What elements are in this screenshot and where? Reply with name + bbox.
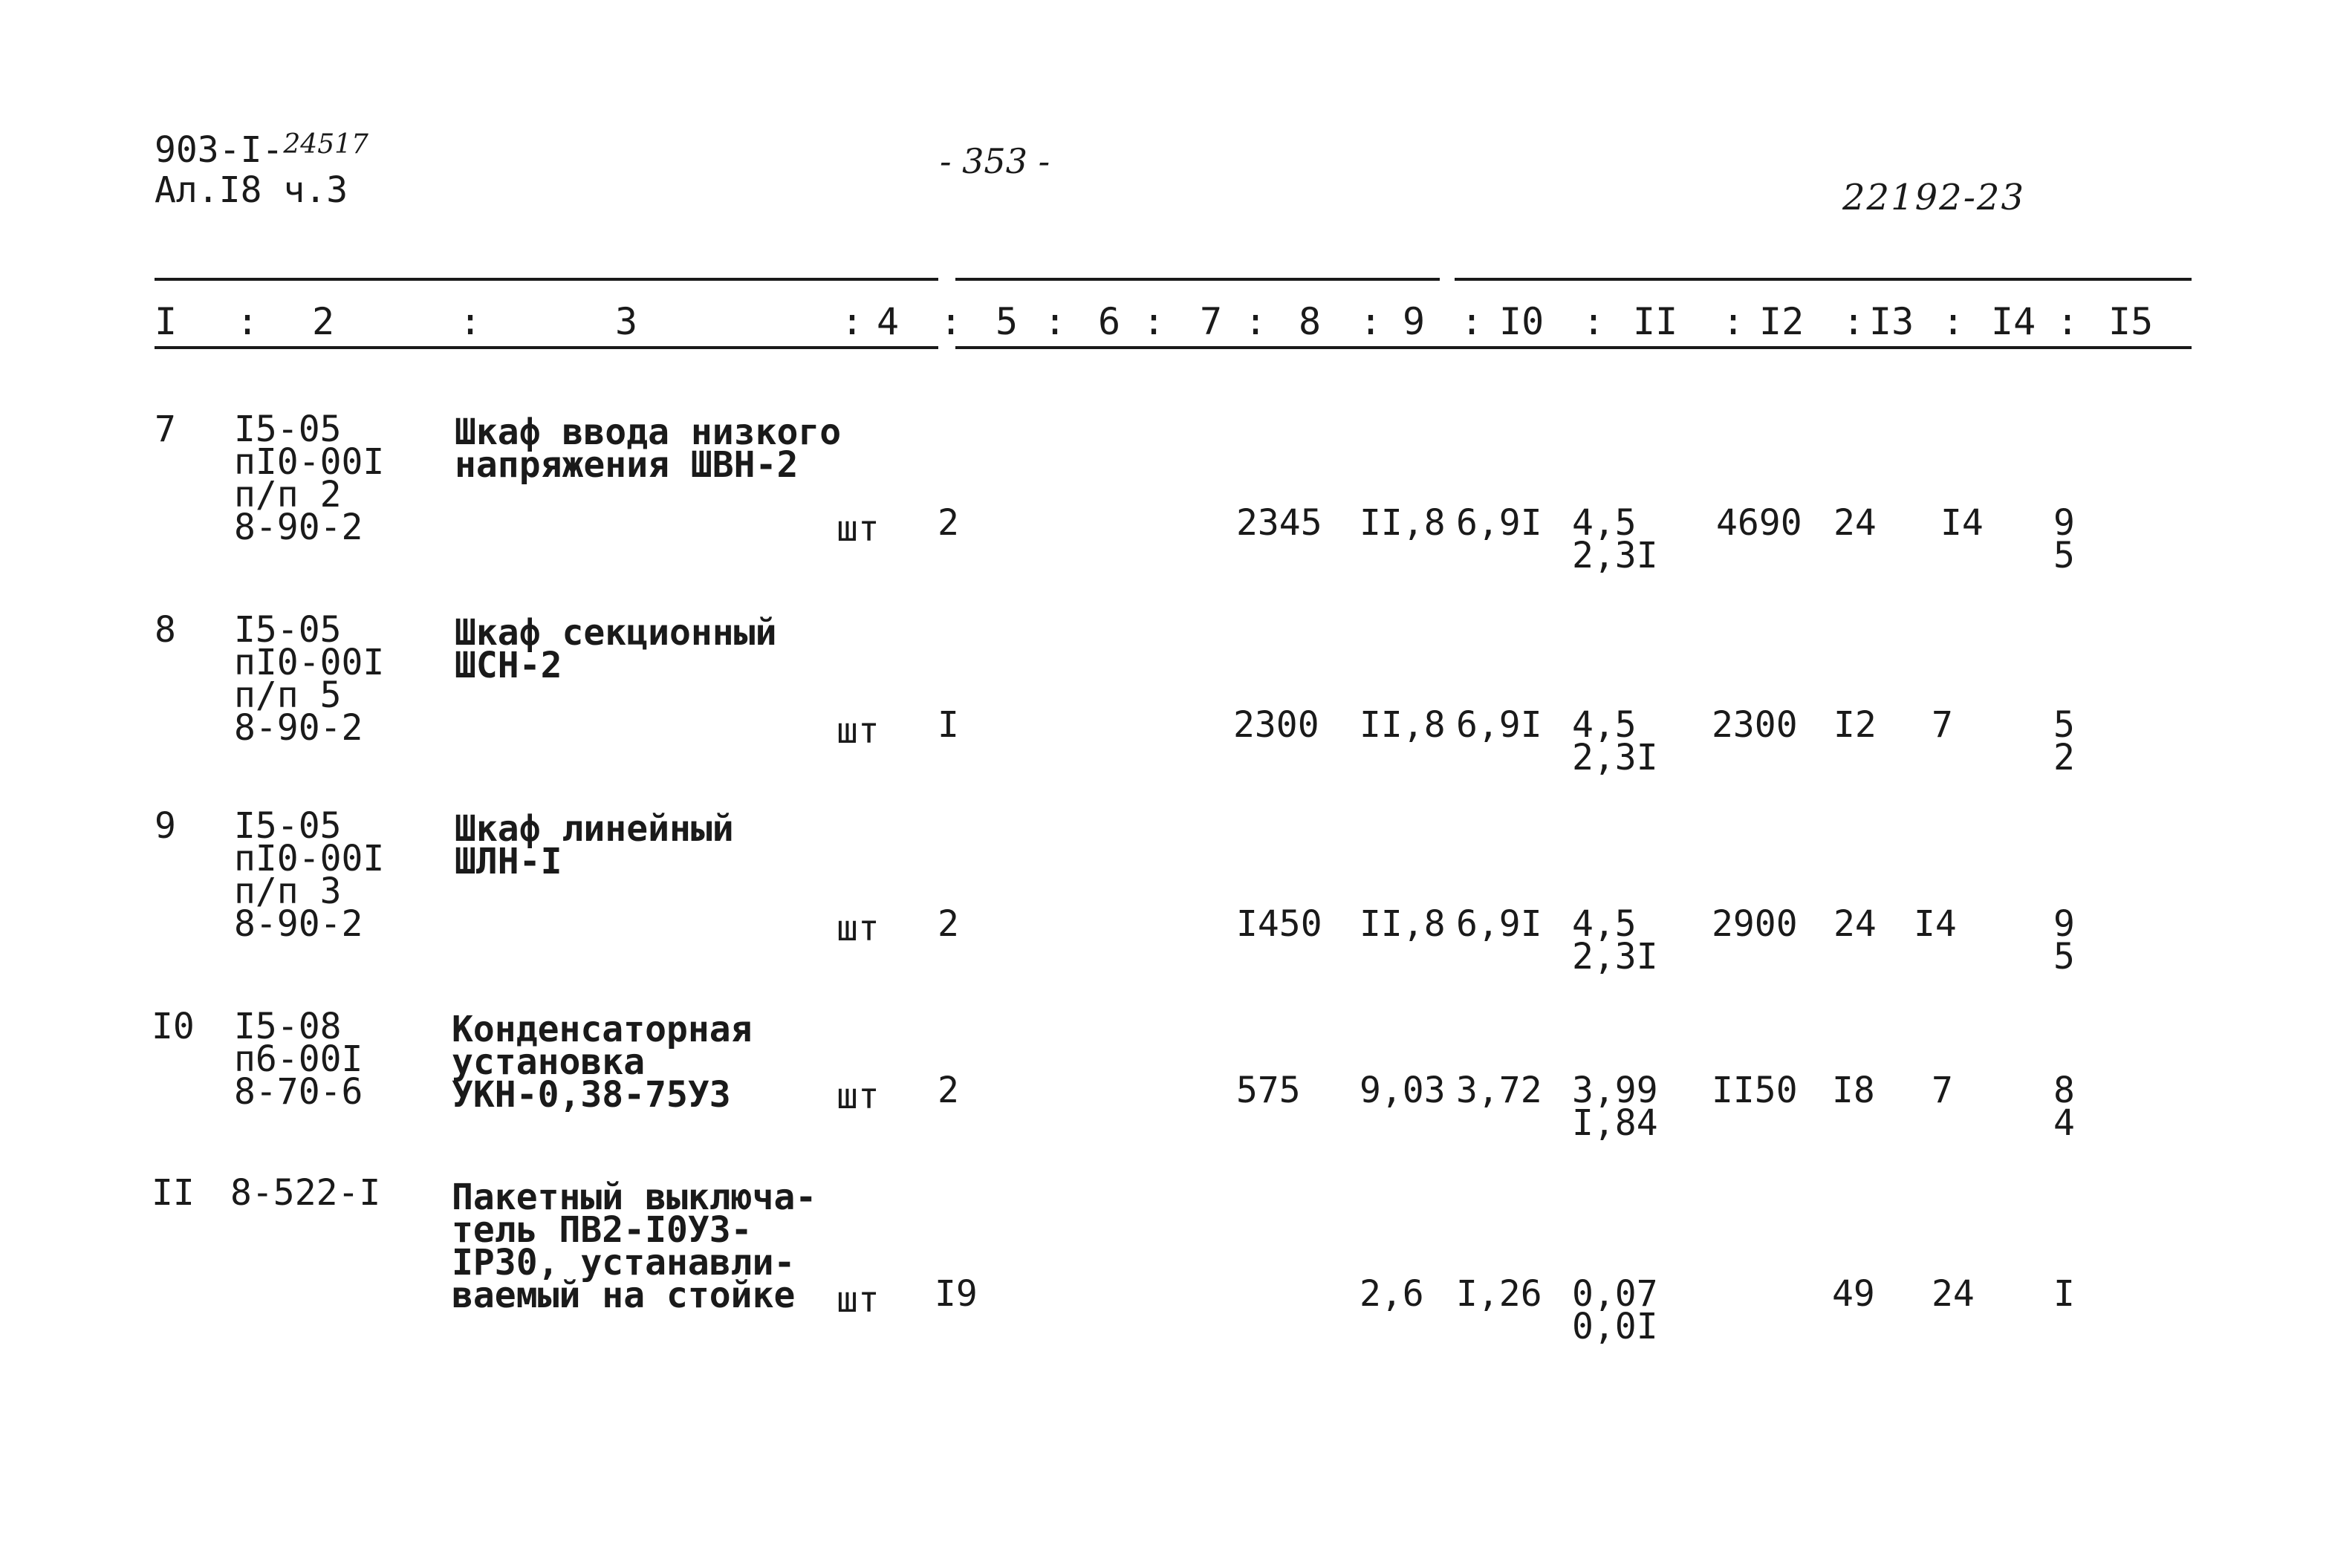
row-code — [234, 609, 385, 749]
value-line: 8 — [2053, 1070, 2075, 1111]
quantity: I — [938, 704, 959, 746]
name-line: ШЛН-I — [455, 841, 562, 882]
row-name — [455, 612, 777, 686]
row-name — [455, 808, 734, 882]
value-line: 5 — [2053, 535, 2075, 576]
quantity: 2 — [938, 502, 959, 544]
col-separator: : — [1582, 300, 1605, 343]
col15-value — [2053, 502, 2075, 576]
col15-value — [2053, 903, 2075, 977]
row-code — [234, 805, 385, 945]
col14-value: I4 — [1940, 502, 1984, 544]
col-header: I4 — [1991, 300, 2036, 343]
col-separator: : — [1722, 300, 1745, 343]
unit: шт — [837, 1279, 880, 1321]
col8-value: 575 — [1236, 1070, 1301, 1111]
col8-value: 2300 — [1233, 704, 1319, 746]
value-line: 0,07 — [1572, 1273, 1658, 1315]
col-header: 6 — [1098, 300, 1121, 343]
col-header: II — [1633, 300, 1678, 343]
doc-number-text: 903-I- — [155, 129, 284, 171]
col-separator: : — [1942, 300, 1965, 343]
col-separator: : — [841, 300, 864, 343]
col10-value: 3,72 — [1456, 1070, 1542, 1111]
name-line: ваемый на стойке — [452, 1275, 796, 1316]
col9-value: II,8 — [1360, 903, 1446, 945]
col8-value: I450 — [1236, 903, 1322, 945]
quantity: I9 — [935, 1273, 978, 1315]
col-header: 4 — [877, 300, 900, 343]
doc-number-handwritten: 24517 — [283, 129, 368, 160]
row-number: 7 — [155, 409, 176, 450]
code-line: п/п 3 — [234, 871, 342, 912]
col-header: I2 — [1759, 300, 1805, 343]
row-number: I0 — [152, 1006, 195, 1047]
name-line: Пакетный выключа- — [452, 1177, 817, 1218]
name-line: IP30, устанавли- — [452, 1242, 796, 1284]
unit: шт — [837, 710, 880, 752]
name-line: напряжения ШВН-2 — [455, 444, 799, 486]
top-rule-2 — [955, 278, 1440, 281]
name-line: Шкаф секционный — [455, 612, 777, 654]
col14-value: 7 — [1932, 1070, 1953, 1111]
unit: шт — [837, 1076, 880, 1117]
col-separator: : — [459, 300, 482, 343]
value-line: 4 — [2053, 1102, 2075, 1144]
col8-value: 2345 — [1236, 502, 1322, 544]
quantity: 2 — [938, 1070, 959, 1111]
col11-value — [1572, 903, 1658, 977]
header-rule-1 — [155, 346, 938, 349]
col-separator: : — [1044, 300, 1067, 343]
col-header: 8 — [1299, 300, 1322, 343]
col12-value: 2300 — [1712, 704, 1798, 746]
col-separator: : — [1360, 300, 1383, 343]
code-line: пI0-00I — [234, 642, 385, 683]
code-line: 8-522-I — [230, 1172, 381, 1214]
col11-value — [1572, 704, 1658, 778]
name-line: Конденсаторная — [452, 1009, 753, 1050]
col-header: I3 — [1869, 300, 1914, 343]
value-line: I,84 — [1572, 1102, 1658, 1144]
col14-value: I4 — [1914, 903, 1957, 945]
value-line: 0,0I — [1572, 1306, 1658, 1347]
code-line: 8-90-2 — [234, 507, 363, 548]
value-line: 3,99 — [1572, 1070, 1658, 1111]
code-line: 8-90-2 — [234, 707, 363, 749]
name-line: Шкаф линейный — [455, 808, 734, 850]
code-line: I5-05 — [234, 409, 342, 450]
value-line: 9 — [2053, 903, 2075, 945]
value-line: 5 — [2053, 936, 2075, 977]
code-line: 8-70-6 — [234, 1071, 363, 1113]
col-header: I — [155, 300, 178, 343]
top-rule-3 — [1455, 278, 2192, 281]
value-line: 4,5 — [1572, 502, 1637, 544]
row-number: 9 — [155, 805, 176, 847]
code-line: п6-00I — [234, 1038, 363, 1080]
col-header: 5 — [995, 300, 1019, 343]
col-header: I5 — [2108, 300, 2154, 343]
col11-value — [1572, 1070, 1658, 1144]
col9-value: 2,6 — [1360, 1273, 1424, 1315]
col11-value — [1572, 1273, 1658, 1347]
col-separator: : — [940, 300, 963, 343]
code-line: 8-90-2 — [234, 903, 363, 945]
row-code — [234, 409, 385, 548]
col13-value: I2 — [1833, 704, 1877, 746]
col12-value: 2900 — [1712, 903, 1798, 945]
col-separator: : — [1842, 300, 1865, 343]
col-header: 7 — [1200, 300, 1223, 343]
code-line: пI0-00I — [234, 838, 385, 879]
document-code: 22192-23 — [1842, 177, 2025, 218]
value-line: 4,5 — [1572, 903, 1637, 945]
col-separator: : — [2056, 300, 2079, 343]
col-separator: : — [1244, 300, 1267, 343]
col9-value: II,8 — [1360, 704, 1446, 746]
header-rule-2 — [955, 346, 2192, 349]
col13-value: 24 — [1833, 903, 1877, 945]
value-line: I — [2053, 1273, 2075, 1315]
value-line: 5 — [2053, 704, 2075, 746]
quantity: 2 — [938, 903, 959, 945]
col9-value: II,8 — [1360, 502, 1446, 544]
col-header: 9 — [1403, 300, 1426, 343]
code-line: I5-05 — [234, 609, 342, 651]
col10-value: I,26 — [1456, 1273, 1542, 1315]
unit: шт — [837, 508, 880, 550]
col10-value: 6,9I — [1456, 502, 1542, 544]
code-line: п/п 2 — [234, 474, 342, 515]
col-separator: : — [236, 300, 259, 343]
row-name — [455, 411, 842, 486]
col10-value: 6,9I — [1456, 704, 1542, 746]
row-number: 8 — [155, 609, 176, 651]
album-label: Ал.I8 ч.3 — [155, 169, 348, 211]
name-line: Шкаф ввода низкого — [455, 411, 842, 453]
value-line: 9 — [2053, 502, 2075, 544]
col10-value: 6,9I — [1456, 903, 1542, 945]
row-code — [234, 1006, 363, 1113]
value-line: 4,5 — [1572, 704, 1637, 746]
col15-value — [2053, 1273, 2075, 1315]
name-line: установка — [452, 1041, 646, 1083]
col14-value: 24 — [1932, 1273, 1975, 1315]
top-rule-1 — [155, 278, 938, 281]
col-separator: : — [1461, 300, 1484, 343]
value-line: 2,3I — [1572, 737, 1658, 778]
row-code — [230, 1172, 381, 1214]
col13-value: 24 — [1833, 502, 1877, 544]
name-line: тель ПВ2-I0УЗ- — [452, 1209, 753, 1251]
col-header: 2 — [312, 300, 335, 343]
col15-value — [2053, 1070, 2075, 1144]
name-line: ШСН-2 — [455, 645, 562, 686]
col15-value — [2053, 704, 2075, 778]
col-header: I0 — [1499, 300, 1544, 343]
name-line: УКН-0,38-75УЗ — [452, 1074, 731, 1116]
row-number: II — [152, 1172, 195, 1214]
value-line: 2 — [2053, 737, 2075, 778]
code-line: I5-08 — [234, 1006, 342, 1047]
document-number — [155, 129, 368, 171]
col12-value: 4690 — [1716, 502, 1802, 544]
col14-value: 7 — [1932, 704, 1953, 746]
code-line: пI0-00I — [234, 441, 385, 483]
col9-value: 9,03 — [1360, 1070, 1446, 1111]
col-separator: : — [1143, 300, 1166, 343]
page-number: - 353 - — [940, 141, 1050, 181]
row-name — [452, 1177, 817, 1316]
col11-value — [1572, 502, 1658, 576]
col-header: 3 — [615, 300, 638, 343]
unit: шт — [837, 908, 880, 949]
col13-value: 49 — [1832, 1273, 1875, 1315]
col12-value: II50 — [1712, 1070, 1798, 1111]
col13-value: I8 — [1832, 1070, 1875, 1111]
value-line: 2,3I — [1572, 936, 1658, 977]
code-line: п/п 5 — [234, 674, 342, 716]
code-line: I5-05 — [234, 805, 342, 847]
row-name — [452, 1009, 753, 1116]
value-line: 2,3I — [1572, 535, 1658, 576]
